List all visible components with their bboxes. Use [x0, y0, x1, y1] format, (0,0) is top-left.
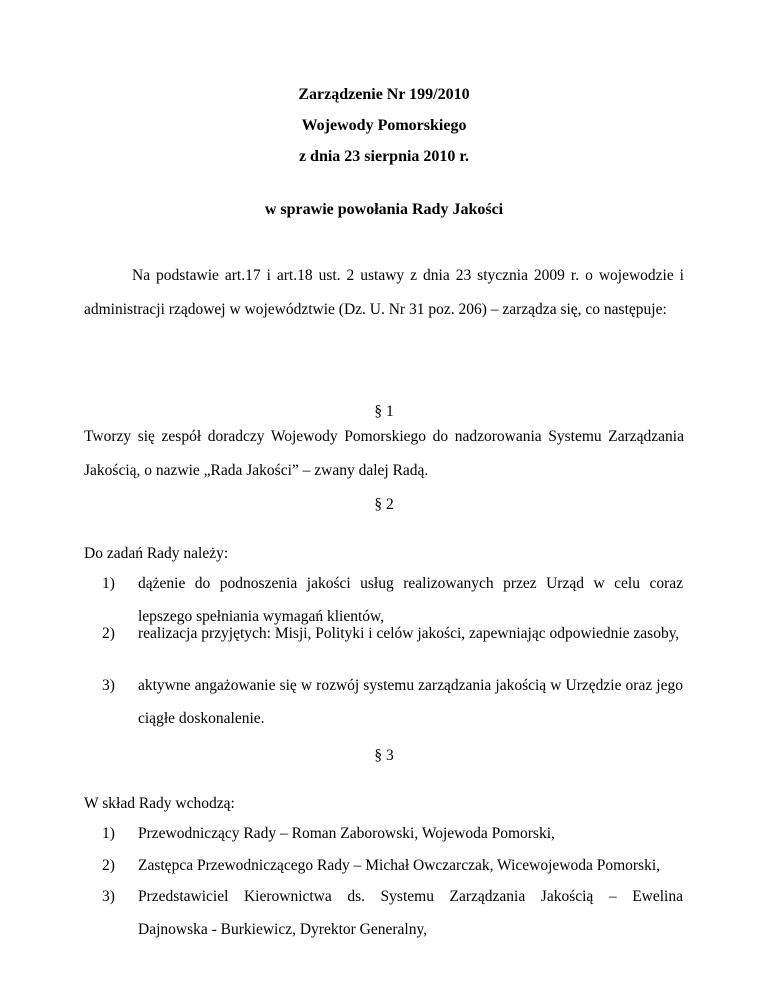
list-item-text-rest: Dajnowska - Burkiewicz, Dyrektor Generalny,	[138, 921, 428, 938]
section-3-list-item-1	[102, 817, 683, 850]
section-2-list-item-2	[102, 617, 683, 650]
section-1-text: Tworzy się zespół doradczy Wojewody Pomorskiego do nadzorowania Systemu Zarządzania Jakością, o nazwie „Rada Jakości” – zwany dalej Radą.	[84, 428, 684, 479]
list-item-text-first-line: Przedstawiciel Kierownictwa ds. Systemu Zarządzania Jakością – Ewelina	[138, 888, 683, 905]
list-item-number: 3)	[102, 677, 115, 694]
section-mark-2: § 2	[374, 496, 394, 513]
section-3-list-item-2	[102, 849, 683, 882]
list-item-text: Zastępca Przewodniczącego Rady – Michał Owczarczak, Wicewojewoda Pomorski,	[138, 857, 661, 874]
document-title-line-1: Zarządzenie Nr 199/2010	[298, 86, 470, 103]
preamble-paragraph: Na podstawie art.17 i art.18 ust. 2 ustawy z dnia 23 stycznia 2009 r. o wojewodzie i administracji rządowej w województwie (Dz. U. Nr 31 poz. 206) – zarządza się, co następuje:	[84, 267, 684, 318]
section-mark-3: § 3	[374, 747, 394, 764]
section-3-list-item-3	[102, 880, 683, 946]
list-item-number: 1)	[102, 825, 115, 842]
section-3-intro: W skład Rady wchodzą:	[84, 795, 235, 812]
list-item-number: 2)	[102, 857, 115, 874]
document-title-line-2: Wojewody Pomorskiego	[301, 117, 467, 134]
list-item-text	[138, 880, 683, 946]
list-item-text: dążenie do podnoszenia jakości usług realizowanych przez Urząd w celu coraz lepszego spełniania wymagań klientów,	[138, 575, 683, 625]
list-item-text: realizacja przyjętych: Misji, Polityki i celów jakości, zapewniając odpowiednie zasoby,	[138, 625, 680, 642]
section-mark-1: § 1	[374, 403, 394, 420]
section-2-list-item-3	[102, 669, 683, 735]
list-item-number: 1)	[102, 575, 115, 592]
document-title-line-3: z dnia 23 sierpnia 2010 r.	[298, 148, 470, 165]
document-subject: w sprawie powołania Rady Jakości	[264, 201, 504, 218]
section-2-intro: Do zadań Rady należy:	[84, 545, 229, 562]
list-item-number: 2)	[102, 625, 115, 642]
list-item-text: Przewodniczący Rady – Roman Zaborowski, Wojewoda Pomorski,	[138, 825, 555, 842]
list-item-text: aktywne angażowanie się w rozwój systemu zarządzania jakością w Urzędzie oraz jego ciągłe doskonalenie.	[138, 677, 683, 727]
list-item-number: 3)	[102, 888, 115, 905]
